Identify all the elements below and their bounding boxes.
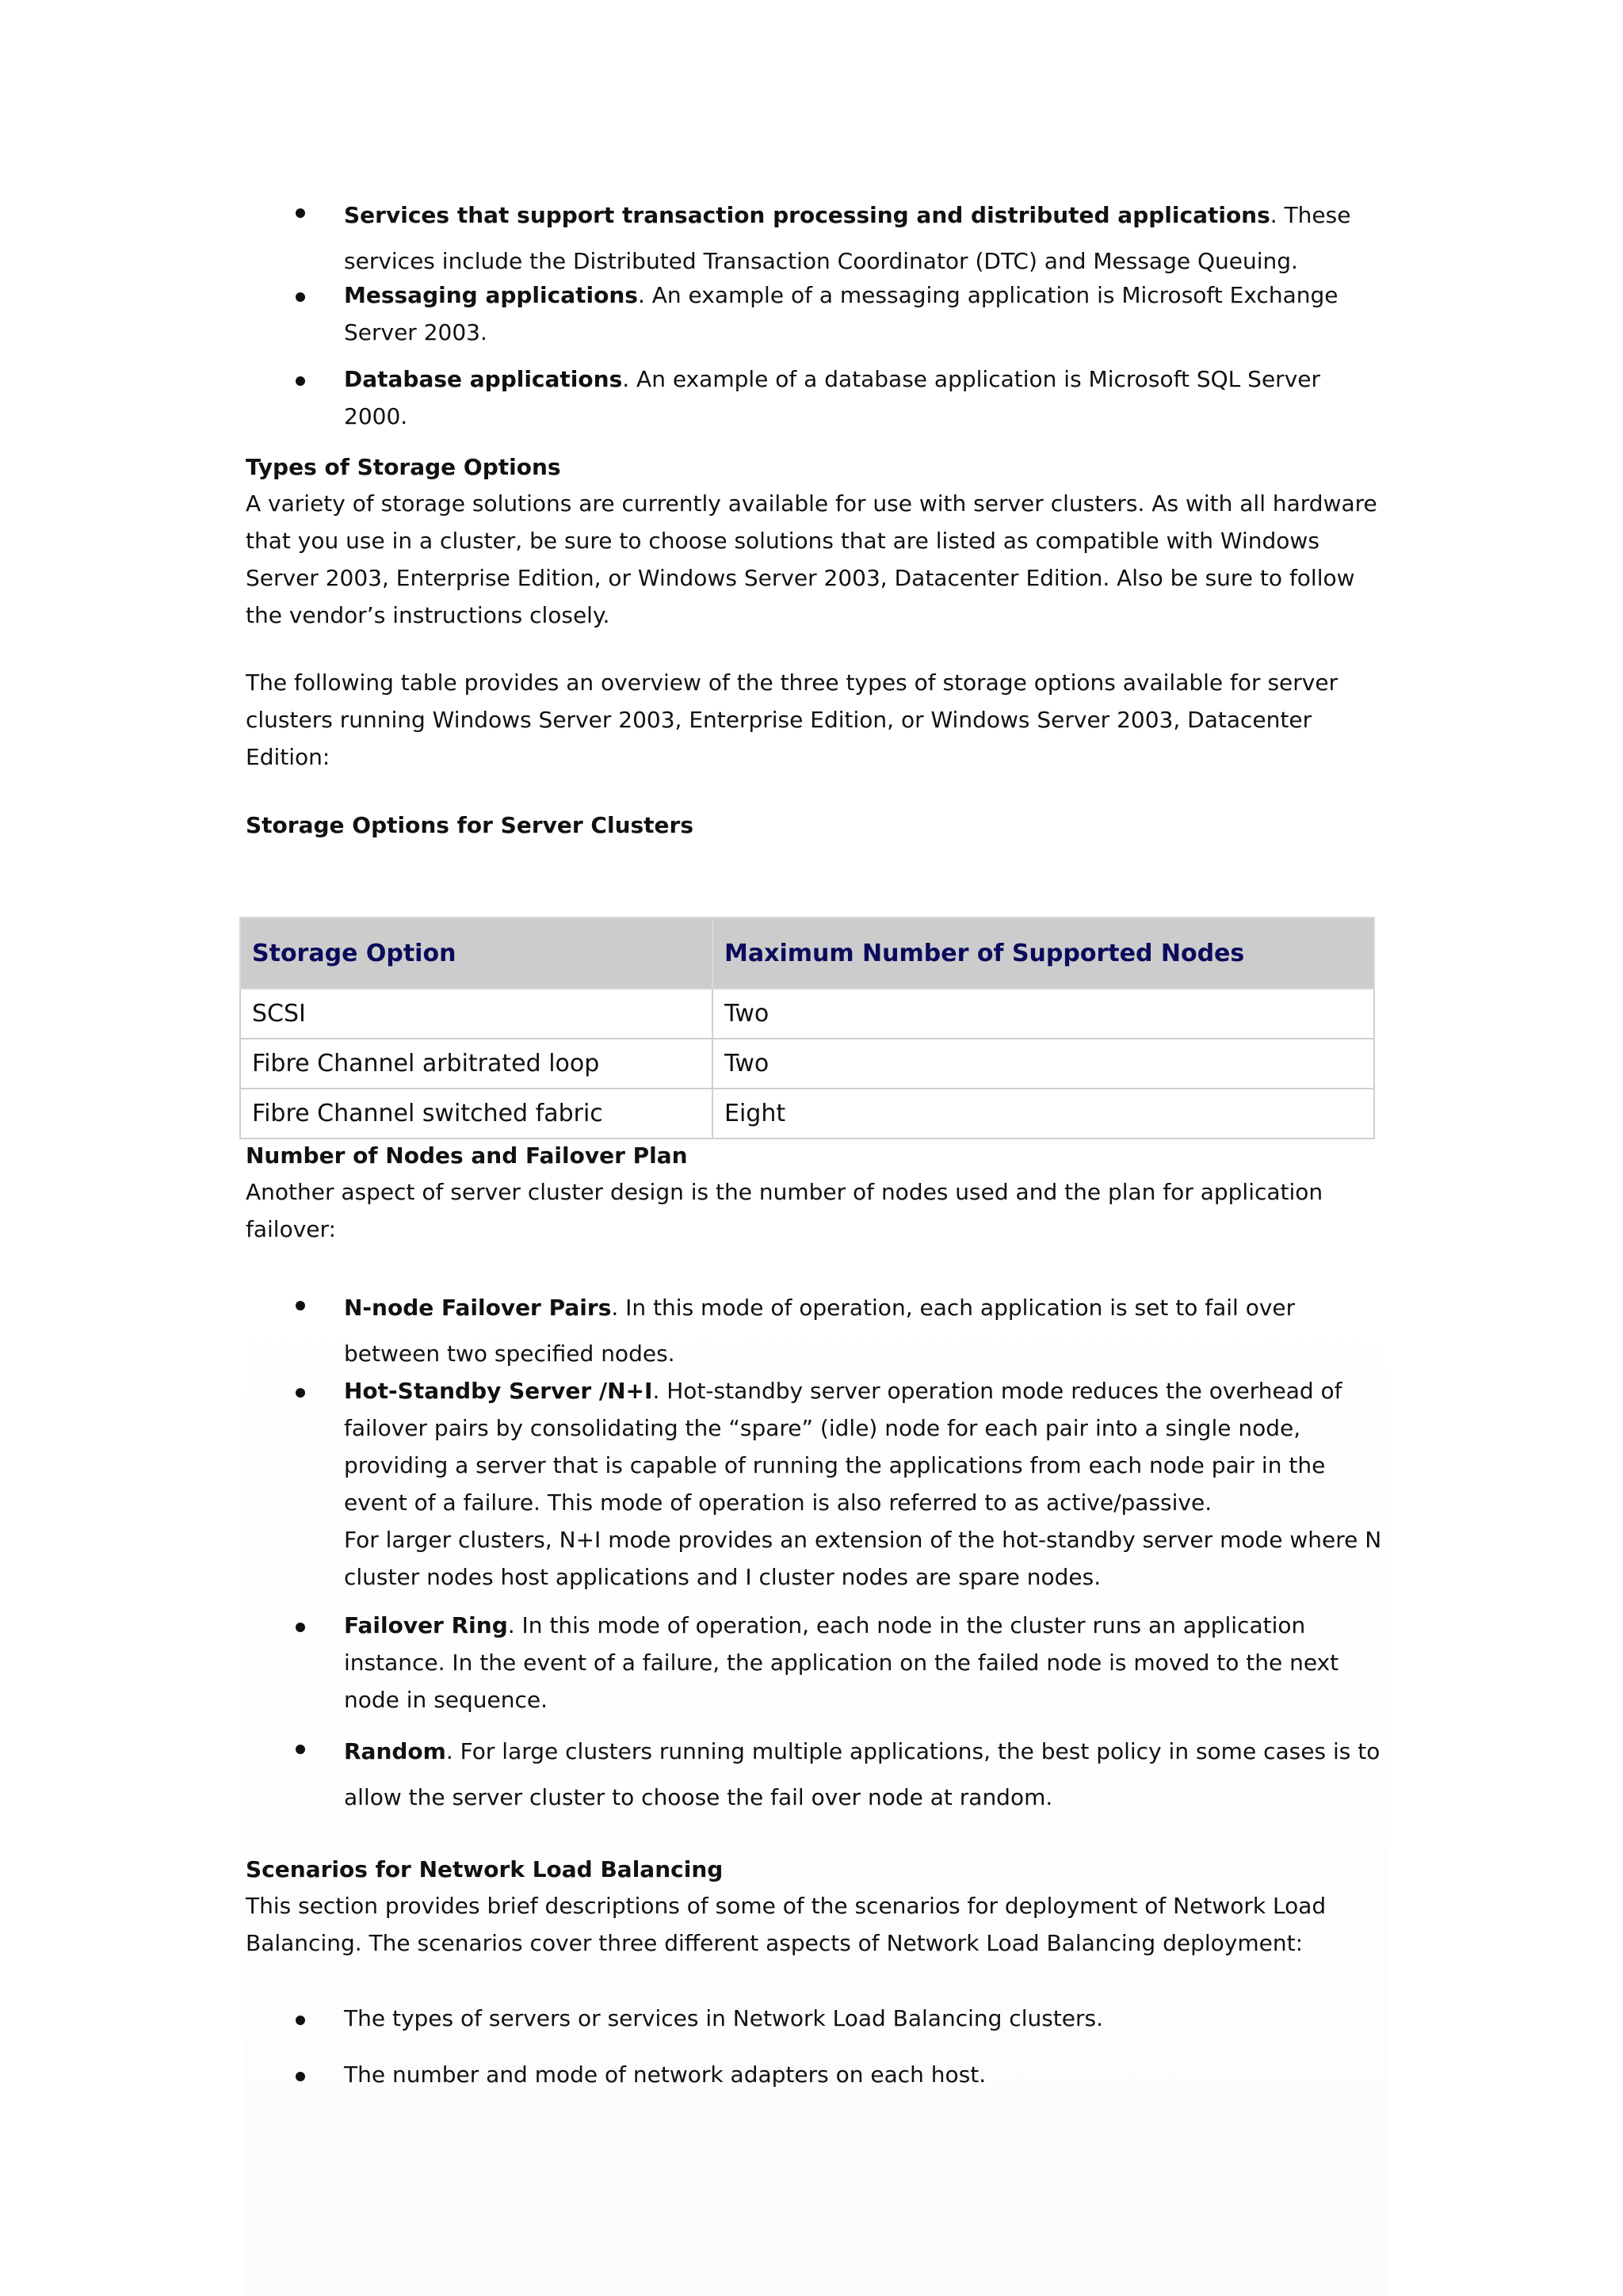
list-item: [246, 277, 1382, 360]
storage-types-heading: Types of Storage Options: [246, 454, 561, 480]
list-item: [246, 1607, 1382, 1729]
bullet-icon: [296, 1745, 305, 1754]
list-item-title: Services that support transaction processing and distributed applications: [344, 202, 1270, 228]
bullet-icon: [296, 376, 305, 386]
table-cell: SCSI: [240, 989, 712, 1039]
table-cell: Fibre Channel switched fabric: [240, 1089, 712, 1138]
table-cell: Eight: [712, 1089, 1374, 1138]
list-item-text: The number and mode of network adapters on each host.: [344, 2061, 987, 2088]
storage-types-paragraph: A variety of storage solutions are currently available for use with server clusters. As with all hardware that you use in a cluster, be sure to choose solutions that are listed as compatible with Windows Server 2003, Enterprise Edition, or Windows Server 2003, Datacenter Edition. Also be sure to follow the vendor’s instructions closely.: [246, 490, 1377, 628]
table-cell: Two: [712, 1039, 1374, 1089]
list-item-title: Failover Ring: [344, 1612, 508, 1638]
nodes-failover-paragraph: Another aspect of server cluster design is the number of nodes used and the plan for application failover:: [246, 1179, 1323, 1242]
column-header: Maximum Number of Supported Nodes: [712, 917, 1374, 989]
list-item-title: N-node Failover Pairs: [344, 1295, 612, 1321]
bullet-icon: [296, 292, 305, 302]
list-item-text: The types of servers or services in Network Load Balancing clusters.: [344, 2005, 1104, 2031]
list-item: [246, 1372, 1382, 1607]
bullet-icon: [296, 2016, 305, 2025]
list-item: [246, 2056, 1382, 2093]
nodes-failover-heading: Number of Nodes and Failover Plan: [246, 1142, 688, 1169]
nlb-aspect-list: [246, 2000, 1387, 2093]
nlb-heading: Scenarios for Network Load Balancing: [246, 1856, 724, 1882]
list-item: [246, 2000, 1382, 2056]
list-item-text: . An example of a messaging application is Microsoft Exchange Server 2003.: [344, 282, 1338, 345]
failover-mode-list: [246, 1285, 1387, 1821]
list-item: [246, 1285, 1382, 1372]
list-item-text: . For large clusters running multiple applications, the best policy in some cases is to allow the server cluster to choose the fail over node at random.: [344, 1738, 1381, 1810]
list-item: [246, 360, 1382, 435]
bullet-icon: [296, 1301, 305, 1310]
list-item-title: Database applications: [344, 366, 623, 392]
top-bullet-list: [246, 193, 1387, 435]
bullet-icon: [296, 208, 305, 218]
column-header: Storage Option: [240, 917, 712, 989]
list-item-text: . These services include the Distributed Transaction Coordinator (DTC) and Message Queuing.: [344, 202, 1351, 274]
table-header-row: [240, 917, 1374, 989]
list-item: [246, 1729, 1382, 1821]
list-item-text: . An example of a database application is Microsoft SQL Server 2000.: [344, 366, 1321, 429]
table-row: [240, 1089, 1374, 1138]
nlb-paragraph: This section provides brief descriptions of some of the scenarios for deployment of Network Load Balancing. The scenarios cover three different aspects of Network Load Balancing deployment:: [246, 1893, 1327, 1956]
list-item: [246, 193, 1382, 277]
bullet-icon: [296, 2072, 305, 2081]
list-item-text: . Hot-standby server operation mode reduces the overhead of failover pairs by consolidating the “spare” (idle) node for each pair into a single node, providing a server that is capable of running the applications from each node pair in the event of a failure. This mode of operation is also referred to as active/passive.: [344, 1378, 1342, 1516]
storage-table-title: Storage Options for Server Clusters: [246, 812, 694, 838]
list-item-title: Hot-Standby Server /N+I: [344, 1378, 653, 1404]
table-cell: Fibre Channel arbitrated loop: [240, 1039, 712, 1089]
list-item-text: . In this mode of operation, each node in the cluster runs an application instance. In the event of a failure, the application on the failed node is moved to the next node in sequence.: [344, 1612, 1339, 1713]
storage-options-table: [239, 917, 1375, 1139]
bullet-icon: [296, 1623, 305, 1632]
table-row: [240, 989, 1374, 1039]
bullet-icon: [296, 1388, 305, 1398]
list-item-title: Messaging applications: [344, 282, 638, 308]
table-row: [240, 1039, 1374, 1089]
list-item-text: . In this mode of operation, each application is set to fail over between two specified nodes.: [344, 1295, 1296, 1367]
table-cell: Two: [712, 989, 1374, 1039]
storage-table-intro: The following table provides an overview of the three types of storage options available for server clusters running Windows Server 2003, Enterprise Edition, or Windows Server 2003, Datacenter Edition:: [246, 669, 1338, 770]
list-item-note: For larger clusters, N+I mode provides an extension of the hot-standby server mode where N cluster nodes host applications and I cluster nodes are spare nodes.: [344, 1527, 1382, 1590]
list-item-title: Random: [344, 1738, 446, 1764]
